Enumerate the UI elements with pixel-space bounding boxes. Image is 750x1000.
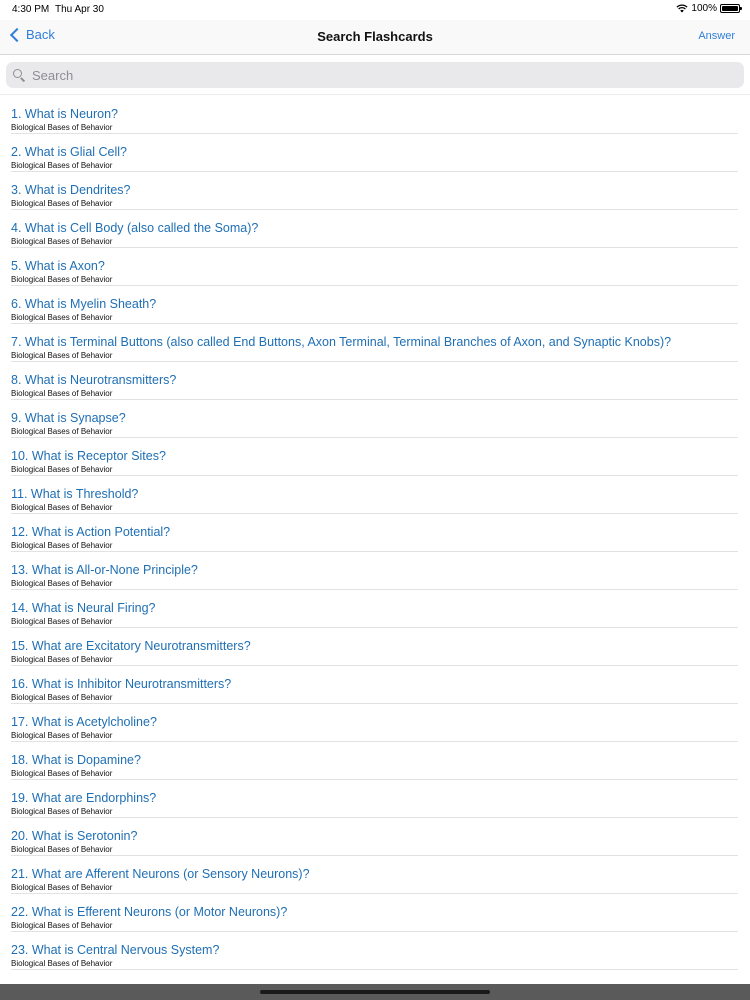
list-item[interactable] (11, 286, 738, 324)
search-box[interactable] (6, 62, 744, 88)
flashcard-question: 17. What is Acetylcholine? (11, 715, 157, 729)
flashcard-question: 4. What is Cell Body (also called the Soma)? (11, 221, 259, 235)
list-item[interactable] (11, 780, 738, 818)
flashcard-category: Biological Bases of Behavior (11, 883, 113, 892)
list-item[interactable] (11, 590, 738, 628)
list-item[interactable] (11, 932, 738, 970)
flashcard-question: 9. What is Synapse? (11, 411, 126, 425)
flashcard-category: Biological Bases of Behavior (11, 769, 113, 778)
status-date: Thu Apr 30 (55, 4, 104, 15)
flashcard-category: Biological Bases of Behavior (11, 275, 113, 284)
search-input[interactable] (32, 68, 712, 83)
flashcard-category: Biological Bases of Behavior (11, 655, 113, 664)
flashcard-question: 18. What is Dopamine? (11, 753, 141, 767)
flashcard-question: 13. What is All-or-None Principle? (11, 563, 198, 577)
flashcard-question: 10. What is Receptor Sites? (11, 449, 166, 463)
flashcard-category: Biological Bases of Behavior (11, 199, 113, 208)
flashcard-question: 2. What is Glial Cell? (11, 145, 128, 159)
list-item[interactable] (11, 704, 738, 742)
search-icon (12, 68, 26, 82)
home-indicator-area (0, 984, 750, 1000)
flashcard-list (0, 96, 750, 970)
flashcard-question: 19. What are Endorphins? (11, 791, 157, 805)
status-time: 4:30 PM (12, 4, 50, 15)
flashcard-question: 3. What is Dendrites? (11, 183, 131, 197)
flashcard-question: 8. What is Neurotransmitters? (11, 373, 177, 387)
flashcard-category: Biological Bases of Behavior (11, 351, 113, 360)
list-item[interactable] (11, 894, 738, 932)
flashcard-category: Biological Bases of Behavior (11, 579, 113, 588)
list-item[interactable] (11, 134, 738, 172)
list-item[interactable] (11, 514, 738, 552)
battery-fill (722, 6, 738, 11)
list-item[interactable] (11, 438, 738, 476)
flashcard-category: Biological Bases of Behavior (11, 389, 113, 398)
answer-button[interactable]: Answer (698, 30, 735, 42)
flashcard-category: Biological Bases of Behavior (11, 541, 113, 550)
flashcard-category: Biological Bases of Behavior (11, 237, 113, 246)
flashcard-question: 5. What is Axon? (11, 259, 105, 273)
list-item[interactable] (11, 818, 738, 856)
flashcard-category: Biological Bases of Behavior (11, 503, 113, 512)
list-item[interactable] (11, 96, 738, 134)
flashcard-category: Biological Bases of Behavior (11, 617, 113, 626)
battery-icon (720, 4, 740, 13)
flashcard-question: 14. What is Neural Firing? (11, 601, 156, 615)
list-item[interactable] (11, 210, 738, 248)
flashcard-question: 7. What is Terminal Buttons (also called End Buttons, Axon Terminal, Terminal Branches of Axon, and Synaptic Knobs)? (11, 335, 672, 349)
list-item[interactable] (11, 628, 738, 666)
battery-percent: 100% (691, 3, 717, 14)
navigation-bar (0, 20, 750, 55)
flashcard-question: 12. What is Action Potential? (11, 525, 171, 539)
back-label: Back (26, 27, 55, 42)
flashcard-category: Biological Bases of Behavior (11, 313, 113, 322)
list-item[interactable] (11, 666, 738, 704)
flashcard-question: 1. What is Neuron? (11, 107, 118, 121)
flashcard-question: 11. What is Threshold? (11, 487, 139, 501)
flashcard-question: 6. What is Myelin Sheath? (11, 297, 157, 311)
list-item[interactable] (11, 552, 738, 590)
list-item[interactable] (11, 742, 738, 780)
flashcard-category: Biological Bases of Behavior (11, 731, 113, 740)
flashcard-question: 20. What is Serotonin? (11, 829, 138, 843)
status-bar (0, 0, 750, 20)
list-item[interactable] (11, 248, 738, 286)
wifi-icon (676, 4, 688, 13)
list-item[interactable] (11, 856, 738, 894)
flashcard-question: 21. What are Afferent Neurons (or Sensory Neurons)? (11, 867, 310, 881)
home-indicator[interactable] (260, 990, 490, 994)
flashcard-category: Biological Bases of Behavior (11, 845, 113, 854)
flashcard-category: Biological Bases of Behavior (11, 921, 113, 930)
list-item[interactable] (11, 172, 738, 210)
flashcard-category: Biological Bases of Behavior (11, 427, 113, 436)
flashcard-question: 23. What is Central Nervous System? (11, 943, 220, 957)
page-title: Search Flashcards (317, 29, 433, 44)
flashcard-question: 16. What is Inhibitor Neurotransmitters? (11, 677, 232, 691)
flashcard-category: Biological Bases of Behavior (11, 807, 113, 816)
status-right (676, 3, 740, 14)
list-item[interactable] (11, 476, 738, 514)
list-item[interactable] (11, 362, 738, 400)
flashcard-question: 15. What are Excitatory Neurotransmitters? (11, 639, 251, 653)
flashcard-category: Biological Bases of Behavior (11, 123, 113, 132)
flashcard-category: Biological Bases of Behavior (11, 693, 113, 702)
search-bar (0, 55, 750, 95)
flashcard-category: Biological Bases of Behavior (11, 161, 113, 170)
flashcard-question: 22. What is Efferent Neurons (or Motor Neurons)? (11, 905, 288, 919)
flashcard-category: Biological Bases of Behavior (11, 465, 113, 474)
flashcard-category: Biological Bases of Behavior (11, 959, 113, 968)
list-item[interactable] (11, 400, 738, 438)
list-item[interactable] (11, 324, 738, 362)
